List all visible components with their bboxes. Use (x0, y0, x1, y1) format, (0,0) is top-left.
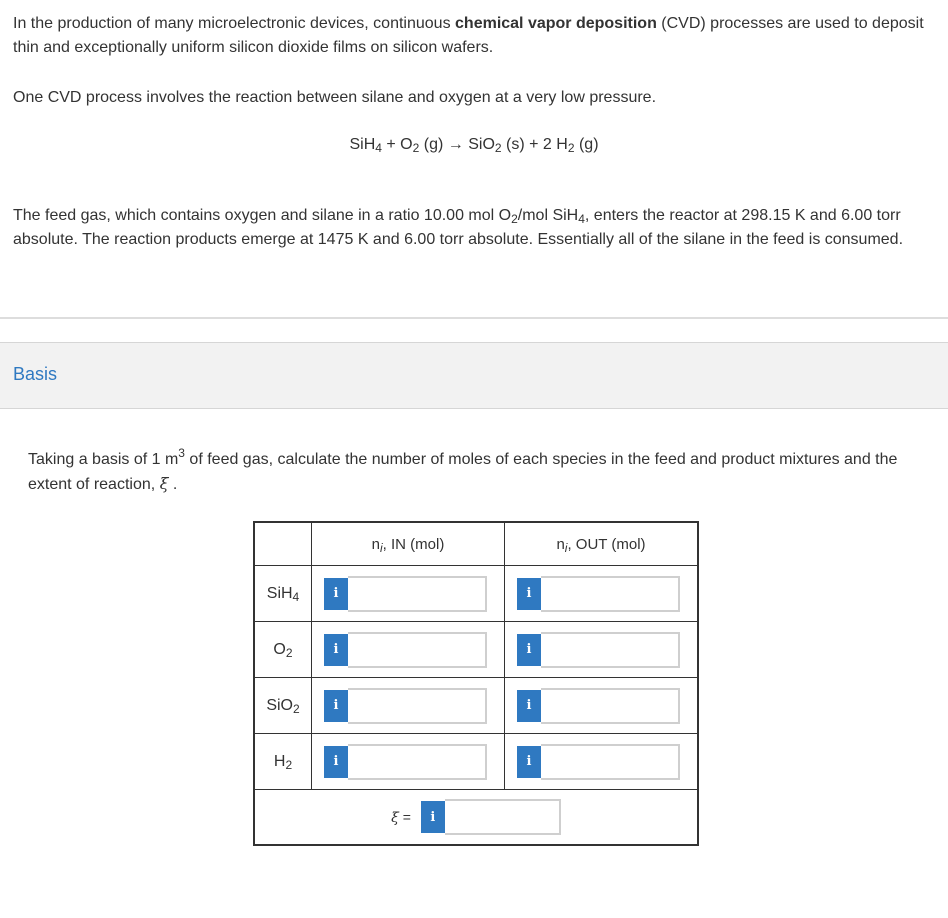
info-icon[interactable]: i (324, 578, 348, 610)
extent-cell (254, 790, 698, 846)
sih4-out-input[interactable] (541, 576, 680, 612)
info-icon[interactable]: i (324, 690, 348, 722)
header-corner (254, 522, 312, 566)
sio2-out-input[interactable] (541, 688, 680, 724)
h2-in-input[interactable] (348, 744, 487, 780)
h2-out-input[interactable] (541, 744, 680, 780)
intro-text-end: (CVD) processes are used to deposit thin and exceptionally uniform silicon dioxide films on silicon wafers. (13, 15, 924, 56)
extent-row (254, 790, 698, 846)
sio2-in-input[interactable] (348, 688, 487, 724)
sih4-in-input[interactable] (348, 576, 487, 612)
mole-table (253, 521, 699, 846)
header-n-in: $n_i$, IN (mol) (312, 522, 505, 566)
section-divider (0, 317, 948, 319)
o2-out-field (517, 633, 697, 667)
basis-title: Basis (13, 364, 58, 384)
sih4-in-field (324, 577, 504, 611)
info-icon[interactable]: i (421, 801, 445, 833)
species-label: $O_2$ (254, 622, 312, 678)
intro-paragraph (13, 12, 938, 60)
species-label: $H_2$ (254, 734, 312, 790)
table-row-o2 (254, 622, 698, 678)
h2-out-field (517, 745, 697, 779)
intro-bold-term: chemical vapor deposition (455, 15, 657, 32)
info-icon[interactable]: i (324, 634, 348, 666)
info-icon[interactable]: i (517, 634, 541, 666)
h2-in-field (324, 745, 504, 779)
info-icon[interactable]: i (517, 578, 541, 610)
arrow-icon: → (447, 136, 464, 153)
o2-in-input[interactable] (348, 632, 487, 668)
process-paragraph: One CVD process involves the reaction between silane and oxygen at a very low pressure. (13, 89, 657, 106)
table-row-sio2 (254, 678, 698, 734)
sio2-out-field (517, 689, 697, 723)
intro-text: In the production of many microelectronic devices, continuous (13, 15, 456, 32)
o2-out-input[interactable] (541, 632, 680, 668)
species-label: SiH$_4$ (254, 566, 312, 622)
reaction-equation: $SiH_4 + O_2$ (g) → SiO$_2$ (s) + 2 $H_2$ (g) (349, 136, 599, 155)
extent-input[interactable] (445, 799, 561, 835)
basis-section-header[interactable] (0, 342, 948, 409)
xi-symbol: ξ (159, 474, 169, 493)
species-label: SiO$_2$ (254, 678, 312, 734)
info-icon[interactable]: i (517, 690, 541, 722)
extent-field (421, 800, 561, 834)
o2-in-field (324, 633, 504, 667)
table-row-sih4 (254, 566, 698, 622)
info-icon[interactable]: i (324, 746, 348, 778)
table-header-row (254, 522, 698, 566)
header-n-out: $n_i$, OUT (mol) (505, 522, 699, 566)
feed-paragraph: The feed gas, which contains oxygen and silane in a ratio 10.00 mol $O_2$/mol SiH$_4$, enters the reactor at 298.15 K and 6.00 torr absolute. The reaction products emerge at 1475 K and 6.00 torr absolute. Essentially all of the silane in the feed is consumed. (13, 207, 904, 248)
info-icon[interactable]: i (517, 746, 541, 778)
sio2-in-field (324, 689, 504, 723)
extent-label: ξ = (391, 808, 411, 826)
sih4-out-field (517, 577, 697, 611)
table-row-h2 (254, 734, 698, 790)
question-paragraph: Taking a basis of 1 $m^3$ of feed gas, calculate the number of moles of each species in the feed and product mixtures and the extent of reaction, ξ . (28, 446, 898, 493)
